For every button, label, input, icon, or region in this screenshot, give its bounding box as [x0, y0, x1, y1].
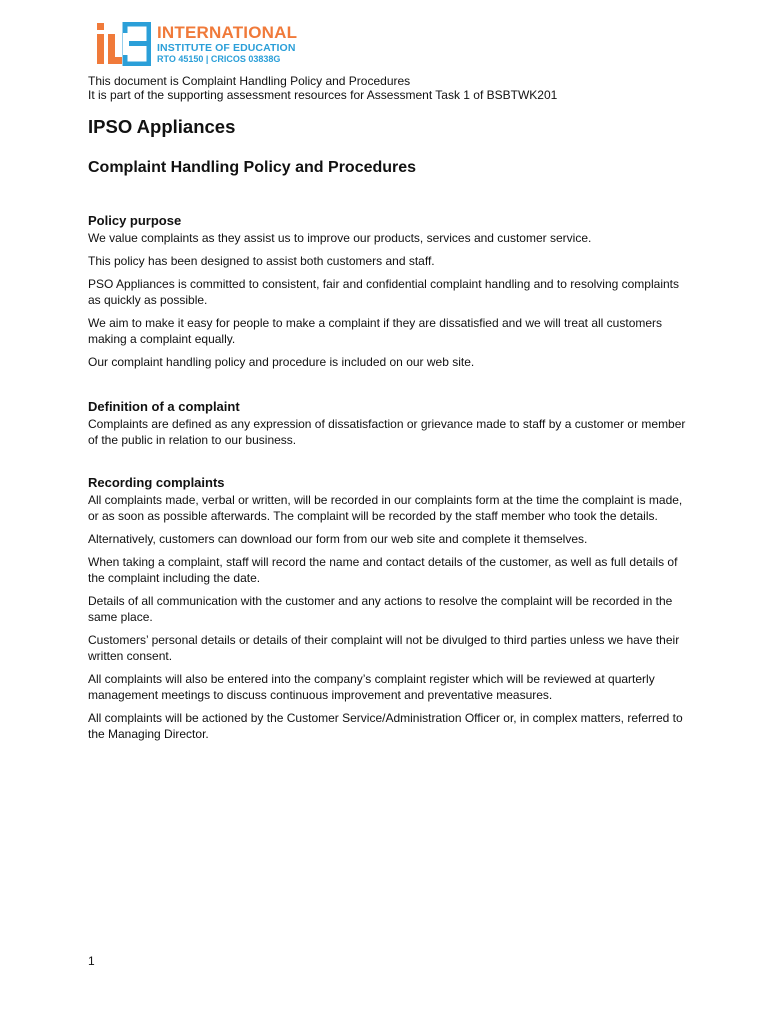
- paragraph: We aim to make it easy for people to make a complaint if they are dissatisfied and we will treat all customers making a complaint equally.: [88, 316, 663, 346]
- paragraph: Alternatively, customers can download our form from our web site and complete it themselves.: [88, 532, 588, 546]
- paragraph: This policy has been designed to assist both customers and staff.: [88, 254, 435, 268]
- section-heading: Policy purpose: [88, 213, 182, 228]
- logo-line-international: INTERNATIONAL: [157, 22, 298, 42]
- paragraph: All complaints will be actioned by the Customer Service/Administration Officer or, in complex matters, referred to the Managing Director.: [88, 711, 683, 741]
- section-heading: Recording complaints: [88, 475, 225, 490]
- paragraph: Our complaint handling policy and procedure is included on our web site.: [88, 355, 475, 369]
- document-body: [88, 212, 688, 770]
- page-number: 1: [88, 954, 95, 968]
- paragraph: Details of all communication with the customer and any actions to resolve the complaint will be recorded in the same place.: [88, 594, 673, 624]
- institute-logo: [95, 22, 297, 66]
- paragraph: PSO Appliances is committed to consistent, fair and confidential complaint handling and to resolving complaints as quickly as possible.: [88, 277, 679, 307]
- document-title: IPSO Appliances: [88, 116, 236, 137]
- document-subtitle: Complaint Handling Policy and Procedures: [88, 159, 417, 176]
- iie-logo-icon: [95, 22, 151, 66]
- section-recording: [88, 474, 688, 742]
- logo-line-rto: RTO 45150 | CRICOS 03838G: [157, 54, 281, 65]
- section-policy-purpose: [88, 212, 688, 370]
- paragraph: Complaints are defined as any expression of dissatisfaction or grievance made to staff by a customer or member of the public in relation to our business.: [88, 417, 686, 447]
- logo-line-institute: INSTITUTE OF EDUCATION: [157, 41, 296, 54]
- paragraph: When taking a complaint, staff will record the name and contact details of the customer, as well as full details of the complaint including the date.: [88, 555, 678, 585]
- section-definition: [88, 398, 688, 448]
- logo-wordmark: [157, 24, 297, 65]
- intro-line-1: This document is Complaint Handling Policy and Procedures: [88, 74, 411, 88]
- intro-line-2: It is part of the supporting assessment resources for Assessment Task 1 of BSBTWK201: [88, 88, 558, 102]
- paragraph: We value complaints as they assist us to improve our products, services and customer service.: [88, 231, 592, 245]
- paragraph: All complaints will also be entered into the company’s complaint register which will be reviewed at quarterly management meetings to discuss continuous improvement and preventative measures.: [88, 672, 655, 702]
- paragraph: Customers’ personal details or details of their complaint will not be divulged to third parties unless we have their written consent.: [88, 633, 680, 663]
- section-heading: Definition of a complaint: [88, 399, 240, 414]
- paragraph: All complaints made, verbal or written, will be recorded in our complaints form at the time the complaint is made, or as soon as possible afterwards. The complaint will be recorded by the staff member who took the details.: [88, 493, 683, 523]
- document-intro: [88, 74, 557, 102]
